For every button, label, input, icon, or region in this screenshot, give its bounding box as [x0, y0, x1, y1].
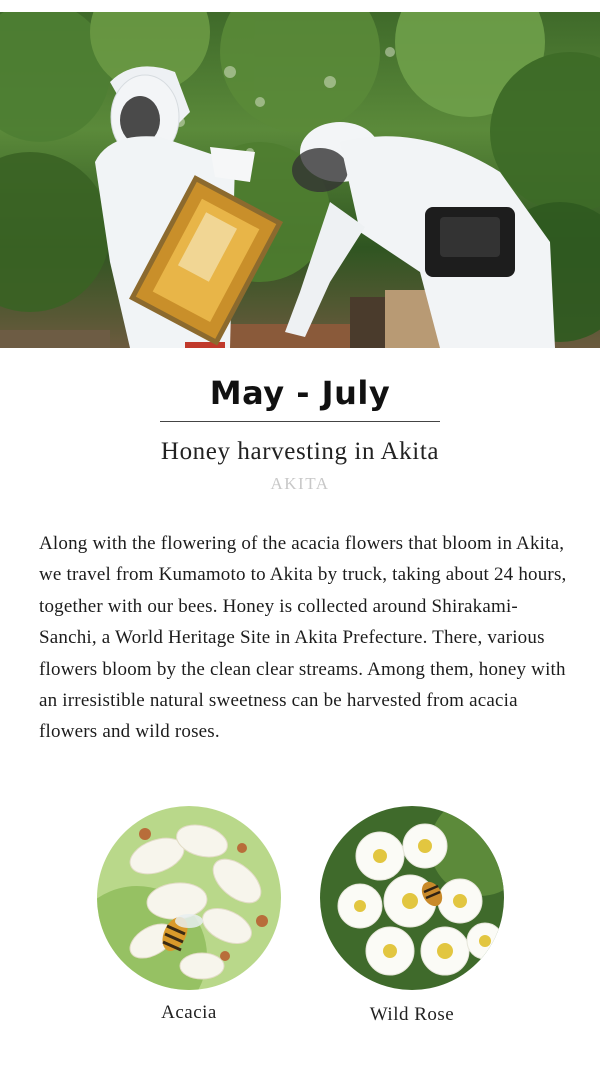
wild-rose-caption: Wild Rose: [369, 1004, 455, 1025]
wild-rose-photo: [320, 806, 504, 990]
beekeepers-illustration: [0, 12, 600, 348]
acacia-illustration: [97, 806, 281, 990]
page-title: Honey harvesting in Akita: [160, 438, 440, 465]
acacia-photo: [97, 806, 281, 990]
wild-rose-illustration: [320, 806, 504, 990]
description-paragraph: Along with the flowering of the acacia flowers that bloom in Akita, we travel from Kumamoto to Akita by truck, taking about 24 hours, together with our bees. Honey is collected around Shirakami-Sanchi, a World Heritage Site in Akita Prefecture. There, various flowers bloom by the clean clear streams. Among them, honey with an irresistible natural sweetness can be harvested from acacia flowers and wild roses.: [39, 533, 567, 743]
season-heading: May - July: [209, 374, 391, 412]
hero-photo: [0, 12, 600, 348]
acacia-caption: Acacia: [161, 1002, 217, 1023]
heading-divider: [160, 421, 440, 422]
region-label: AKITA: [270, 474, 330, 493]
